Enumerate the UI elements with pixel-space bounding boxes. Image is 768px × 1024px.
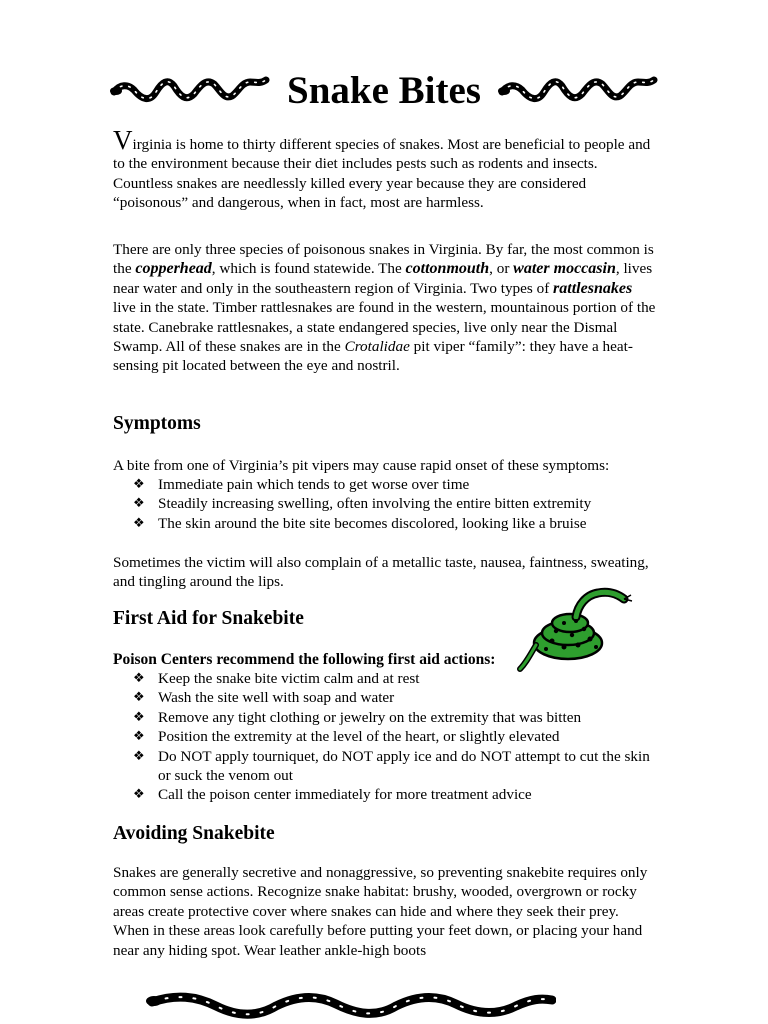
list-item (133, 747, 658, 786)
list-item-text: Position the extremity at the level of the heart, or slightly elevated (158, 728, 560, 746)
symptoms-after: Sometimes the victim will also complain of a metallic taste, nausea, faintness, sweating, and tingling around the lips. (113, 554, 649, 591)
term-rattlesnakes: rattlesnakes (553, 279, 633, 297)
list-item-text: Immediate pain which tends to get worse over time (158, 476, 470, 493)
bullet-diamond-icon: ❖ (133, 709, 145, 725)
first-aid-heading: First Aid for Snakebite (113, 608, 304, 629)
bullet-diamond-icon: ❖ (133, 787, 145, 803)
list-item (133, 494, 658, 513)
bullet-diamond-icon: ❖ (133, 477, 145, 492)
title-row (110, 66, 658, 118)
list-item (133, 785, 658, 804)
coiled-snake-icon (516, 585, 636, 675)
list-item (133, 669, 658, 688)
first-aid-subheading: Poison Centers recommend the following first aid actions: (113, 651, 496, 668)
bullet-diamond-icon: ❖ (133, 729, 145, 745)
species-text-5: live in the state. Timber rattlesnakes are found in the western, mountainous portion of the state. Canebrake rattlesnakes, a state endangered species, live only near the Dismal Swamp. All of these snakes are in the (113, 299, 656, 356)
term-crotalidae: Crotalidae (344, 338, 410, 356)
bullet-diamond-icon: ❖ (133, 671, 145, 686)
symptoms-heading: Symptoms (113, 413, 201, 434)
term-cottonmouth: cottonmouth (405, 260, 490, 278)
species-text-2: , which is found statewide. The (211, 260, 406, 278)
term-water-moccasin: water moccasin (513, 260, 616, 278)
species-text-6: pit viper “family”: they have a heat-sensing pit located between the eye and nostril. (113, 338, 633, 375)
list-item-text: Steadily increasing swelling, often involving the entire bitten extremity (158, 495, 592, 513)
species-text-4: , lives near water and only in the southeastern region of Virginia. Two types of (113, 260, 653, 297)
intro-text: irginia is home to thirty different species of snakes. Most are beneficial to people and to the environment because their diet includes pests such as rodents and insects. Countless snakes are needlessly killed every year because they are considered “poisonous” and dangerous, when in fact, most are harmless. (113, 136, 651, 212)
intro-dropcap: V (113, 125, 133, 155)
species-text-1: There are only three species of poisonous snakes in Virginia. By far, the most common is the (113, 241, 654, 278)
bullet-diamond-icon: ❖ (133, 515, 145, 531)
bullet-diamond-icon: ❖ (133, 690, 145, 706)
list-item (133, 708, 658, 727)
list-item (133, 514, 658, 533)
species-paragraph (113, 240, 658, 376)
avoiding-paragraph: Snakes are generally secretive and nonaggressive, so preventing snakebite requires only common sense actions. Recognize snake habitat: brushy, wooded, overgrown or rocky areas create protective cover where snakes can hide and where they seek their prey. When in these areas look carefully before putting your feet down, or placing your hand near any hiding spot. Wear leather ankle-high boots (113, 864, 648, 959)
first-aid-list (133, 669, 658, 805)
list-item (133, 727, 658, 746)
snake-divider-bottom-icon (146, 990, 556, 1024)
list-item (133, 688, 658, 707)
list-item-text: The skin around the bite site becomes discolored, looking like a bruise (158, 514, 587, 532)
species-text-3: , or (489, 260, 514, 278)
snake-divider-right-icon (498, 74, 658, 108)
avoiding-heading: Avoiding Snakebite (113, 823, 275, 844)
page-title: Snake Bites (287, 69, 481, 112)
list-item (133, 475, 658, 494)
bullet-diamond-icon: ❖ (133, 496, 145, 512)
bullet-diamond-icon: ❖ (133, 748, 145, 764)
list-item-text: Do NOT apply tourniquet, do NOT apply ice and do NOT attempt to cut the skin or suck the venom out (158, 747, 650, 785)
list-item-text: Remove any tight clothing or jewelry on the extremity that was bitten (158, 708, 582, 726)
intro-paragraph (113, 125, 658, 213)
symptoms-list (133, 475, 658, 533)
list-item-text: Keep the snake bite victim calm and at rest (158, 670, 420, 687)
list-item-text: Call the poison center immediately for more treatment advice (158, 786, 532, 804)
term-copperhead: copperhead (135, 260, 212, 278)
symptoms-lead: A bite from one of Virginia’s pit vipers may cause rapid onset of these symptoms: (113, 457, 610, 474)
list-item-text: Wash the site well with soap and water (158, 689, 395, 707)
